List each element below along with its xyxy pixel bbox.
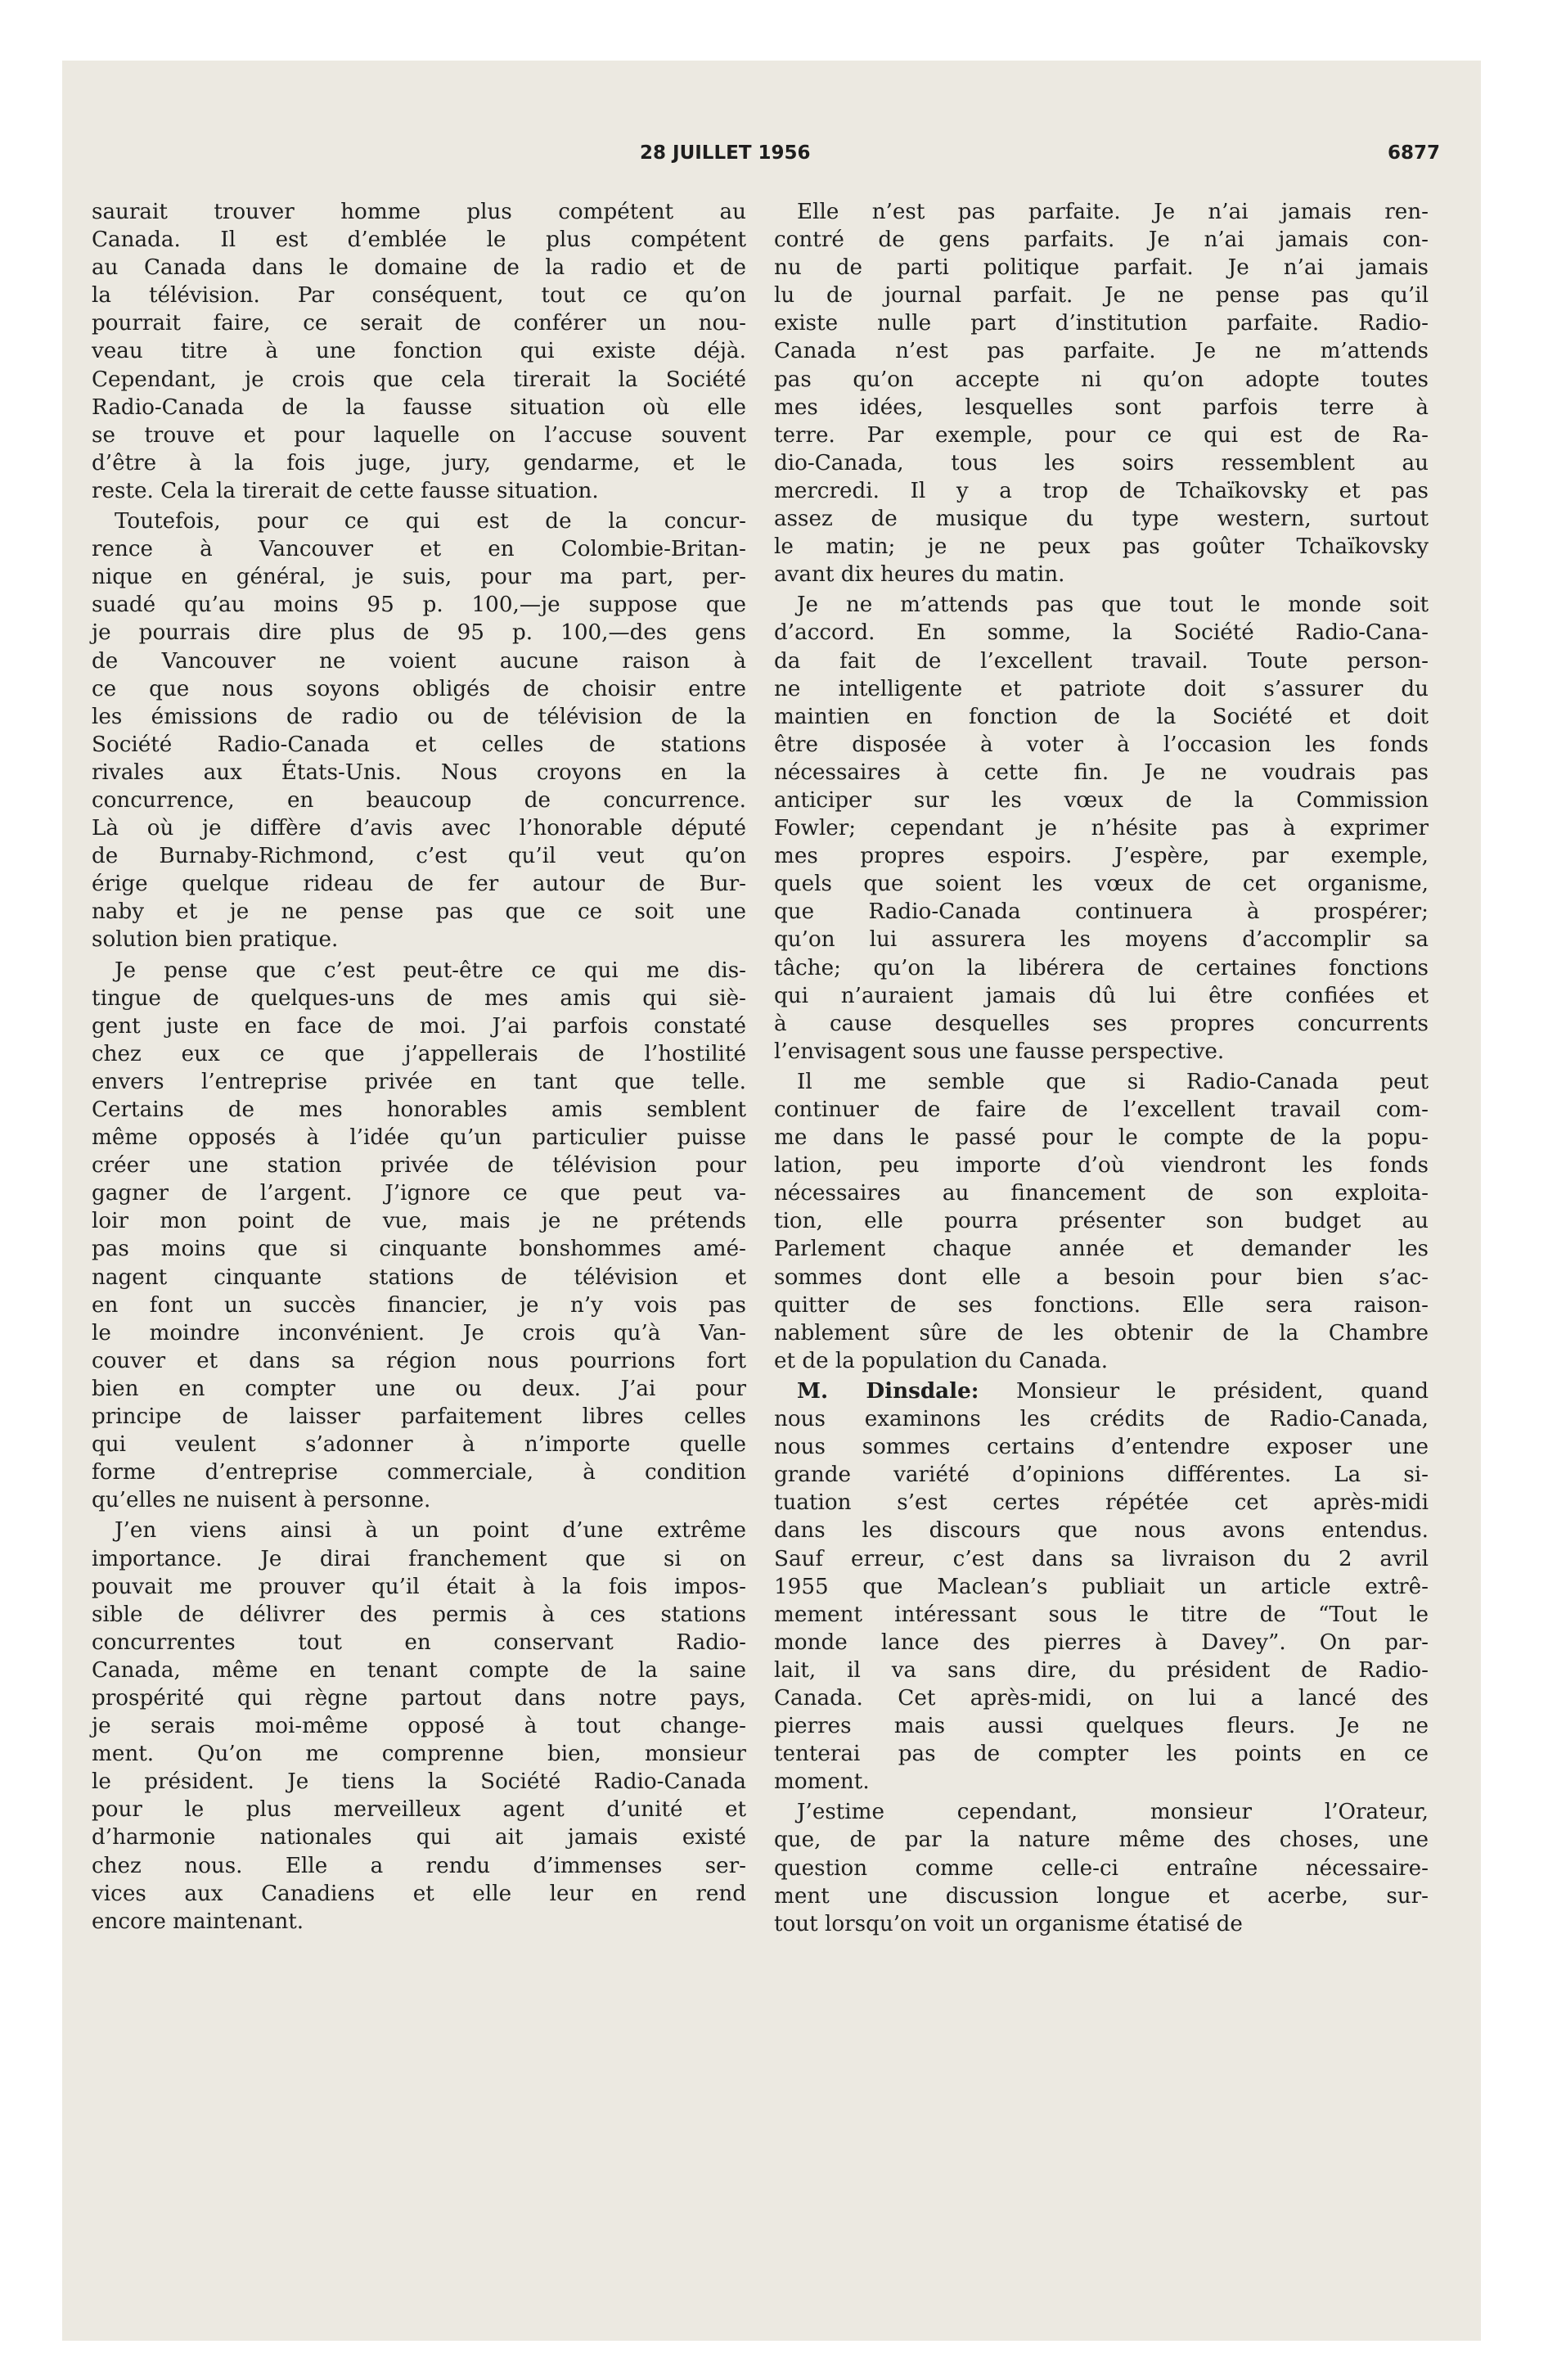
right-column	[774, 198, 1429, 1941]
text-line: mercredi. Il y a trop de Tchaïkovsky et pas	[774, 478, 1429, 503]
text-line: nagent cinquante stations de télévision et	[92, 1264, 746, 1290]
text-line: qui veulent s’adonner à n’importe quelle	[92, 1432, 746, 1458]
text-line: je pourrais dire plus de 95 p. 100,—des gens	[92, 620, 746, 646]
text-line: je serais moi-même opposé à tout change-	[92, 1714, 746, 1739]
text-line: gagner de l’argent. J’ignore ce que peut va-	[92, 1181, 746, 1206]
page-number: 6877	[1388, 142, 1441, 164]
text-line: importance. Je dirai franchement que si on	[92, 1546, 746, 1571]
text-line: ment. Qu’on me comprenne bien, monsieur	[92, 1742, 746, 1767]
text-line: Toutefois, pour ce qui est de la concur-	[115, 509, 746, 534]
text-line: Canada. Cet après-midi, on lui a lancé des	[774, 1685, 1429, 1711]
paragraph	[774, 591, 1429, 1066]
text-line: que Radio-Canada continuera à prospérer;	[774, 899, 1429, 925]
text-line: Fowler; cependant je n’hésite pas à exprimer	[774, 816, 1429, 841]
text-line: le matin; je ne peux pas goûter Tchaïkovsky	[774, 534, 1429, 560]
text-line: envers l’entreprise privée en tant que telle.	[92, 1069, 746, 1094]
text-line: Cependant, je crois que cela tirerait la Société	[92, 367, 746, 392]
text-line: moment.	[774, 1769, 870, 1795]
text-line: Sauf erreur, c’est dans sa livraison du 2 avril	[774, 1546, 1429, 1571]
page-header	[62, 142, 1481, 175]
text-line: gent juste en face de moi. J’ai parfois constaté	[92, 1013, 746, 1039]
text-line: ce que nous soyons obligés de choisir entre	[92, 676, 746, 701]
text-line: Je ne m’attends pas que tout le monde soit	[797, 593, 1429, 618]
text-line: tout lorsqu’on voit un organisme étatisé de	[774, 1911, 1243, 1936]
text-line: pierres mais aussi quelques fleurs. Je ne	[774, 1714, 1429, 1739]
text-line: le président. Je tiens la Société Radio-Canada	[92, 1769, 746, 1795]
text-line: Parlement chaque année et demander les	[774, 1237, 1429, 1262]
text-line: sommes dont elle a besoin pour bien s’ac-	[774, 1264, 1429, 1290]
text-line: nablement sûre de les obtenir de la Chambre	[774, 1320, 1429, 1346]
text-line: érige quelque rideau de fer autour de Bur-	[92, 872, 746, 897]
text-line: pouvait me prouver qu’il était à la fois impos-	[92, 1574, 746, 1599]
text-line: d’être à la fois juge, jury, gendarme, et le	[92, 450, 746, 476]
text-line: de Burnaby-Richmond, c’est qu’il veut qu’on	[92, 844, 746, 869]
text-line: encore maintenant.	[92, 1909, 304, 1934]
text-line: saurait trouver homme plus compétent au	[92, 200, 746, 224]
text-line: pourrait faire, ce serait de conférer un nou-	[92, 311, 746, 336]
text-line: vices aux Canadiens et elle leur en rend	[92, 1881, 746, 1906]
text-line: rivales aux États-Unis. Nous croyons en la	[92, 760, 746, 785]
text-line: terre. Par exemple, pour ce qui est de Ra-	[774, 422, 1429, 448]
text-line: question comme celle-ci entraîne nécessaire-	[774, 1855, 1429, 1881]
paragraph	[92, 198, 746, 505]
paragraph	[774, 198, 1429, 588]
text-line: dans les discours que nous avons entendus.	[774, 1518, 1429, 1544]
document-page	[62, 61, 1481, 2341]
text-line: qu’elles ne nuisent à personne.	[92, 1488, 431, 1513]
text-line: loir mon point de vue, mais je ne prétends	[92, 1209, 746, 1234]
text-line: ment une discussion longue et acerbe, sur-	[774, 1883, 1429, 1909]
text-line: concurrence, en beaucoup de concurrence.	[92, 787, 746, 813]
paragraph	[92, 507, 746, 954]
text-line: Certains de mes honorables amis semblent	[92, 1098, 746, 1122]
text-line: d’harmonie nationales qui ait jamais existé	[92, 1825, 746, 1850]
paragraph	[774, 1798, 1429, 1937]
text-line: les émissions de radio ou de télévision de la	[92, 704, 746, 729]
text-line: même opposés à l’idée qu’un particulier puisse	[92, 1125, 746, 1151]
text-line: tuation s’est certes répétée cet après-midi	[774, 1490, 1429, 1516]
text-line: qui n’auraient jamais dû lui être confiées et	[774, 983, 1429, 1008]
text-line: continuer de faire de l’excellent travail com-	[774, 1098, 1429, 1122]
text-line: da fait de l’excellent travail. Toute person-	[774, 648, 1429, 674]
text-line: veau titre à une fonction qui existe déjà.	[92, 339, 746, 364]
text-line: Société Radio-Canada et celles de stations	[92, 732, 746, 757]
text-line: nous examinons les crédits de Radio-Canada,	[774, 1407, 1429, 1432]
text-line: Il me semble que si Radio-Canada peut	[797, 1069, 1429, 1094]
text-line: concurrentes tout en conservant Radio-	[92, 1629, 746, 1655]
text-line: quitter de ses fonctions. Elle sera raison-	[774, 1292, 1429, 1318]
text-line: nécessaires à cette fin. Je ne voudrais pas	[774, 760, 1429, 785]
header-date: 28 JUILLET 1956	[640, 142, 811, 164]
text-line: grande variété d’opinions différentes. La si-	[774, 1463, 1429, 1488]
text-line: Canada n’est pas parfaite. Je ne m’attends	[774, 339, 1429, 364]
text-line: suadé qu’au moins 95 p. 100,—je suppose que	[92, 593, 746, 618]
text-line: rence à Vancouver et en Colombie-Britan-	[92, 537, 746, 562]
text-line: le moindre inconvénient. Je crois qu’à Van-	[92, 1320, 746, 1346]
text-line: que, de par la nature même des choses, une	[774, 1828, 1429, 1853]
paragraph	[92, 1517, 746, 1935]
text-line: Là où je diffère d’avis avec l’honorable député	[92, 816, 746, 841]
text-line: qu’on lui assurera les moyens d’accomplir sa	[774, 927, 1429, 953]
text-line: nique en général, je suis, pour ma part, per-	[92, 565, 746, 590]
text-line: créer une station privée de télévision pour	[92, 1153, 746, 1179]
text-line: avant dix heures du matin.	[774, 562, 1065, 588]
text-line: M. Dinsdale: Monsieur le président, quand	[797, 1377, 1429, 1404]
speaker-name: M. Dinsdale:	[797, 1377, 979, 1404]
text-line: ne intelligente et patriote doit s’assurer du	[774, 676, 1429, 701]
text-line: tenterai pas de compter les points en ce	[774, 1742, 1429, 1767]
text-line: assez de musique du type western, surtout	[774, 507, 1429, 532]
text-line: monde lance des pierres à Davey”. On par-	[774, 1629, 1429, 1655]
text-line: Radio-Canada de la fausse situation où elle	[92, 394, 746, 420]
paragraph	[774, 1377, 1429, 1796]
text-line: prospérité qui règne partout dans notre pays,	[92, 1685, 746, 1711]
paragraph	[774, 1068, 1429, 1375]
text-line: au Canada dans le domaine de la radio et de	[92, 255, 746, 281]
text-line: forme d’entreprise commerciale, à condition	[92, 1460, 746, 1485]
text-line: en font un succès financier, je n’y vois pas	[92, 1292, 746, 1318]
text-line: nous sommes certains d’entendre exposer une	[774, 1435, 1429, 1460]
text-line: Je pense que c’est peut-être ce qui me dis-	[115, 958, 746, 983]
text-line: nu de parti politique parfait. Je n’ai jamais	[774, 255, 1429, 281]
text-line: Elle n’est pas parfaite. Je n’ai jamais ren-	[797, 200, 1429, 224]
text-line: existe nulle part d’institution parfaite. Radio-	[774, 311, 1429, 336]
text-line: pas qu’on accepte ni qu’on adopte toutes	[774, 367, 1429, 392]
text-line: mes idées, lesquelles sont parfois terre à	[774, 394, 1429, 420]
text-line: quels que soient les vœux de cet organisme,	[774, 872, 1429, 897]
text-line: mes propres espoirs. J’espère, par exemple,	[774, 844, 1429, 869]
text-line: et de la population du Canada.	[774, 1348, 1109, 1373]
text-line: reste. Cela la tirerait de cette fausse situation.	[92, 478, 599, 503]
text-line: tion, elle pourra présenter son budget au	[774, 1209, 1429, 1234]
text-line: à cause desquelles ses propres concurrents	[774, 1011, 1429, 1036]
text-line: lation, peu importe d’où viendront les fonds	[774, 1153, 1429, 1179]
text-line: de Vancouver ne voient aucune raison à	[92, 648, 746, 674]
text-line: solution bien pratique.	[92, 927, 339, 953]
text-line: naby et je ne pense pas que ce soit une	[92, 899, 746, 925]
text-line: sible de délivrer des permis à ces stations	[92, 1602, 746, 1627]
text-line: maintien en fonction de la Société et doit	[774, 704, 1429, 729]
text-line: lu de journal parfait. Je ne pense pas qu’il	[774, 283, 1429, 309]
text-line: chez nous. Elle a rendu d’immenses ser-	[92, 1853, 746, 1878]
text-line: Canada, même en tenant compte de la saine	[92, 1657, 746, 1683]
text-line: principe de laisser parfaitement libres celles	[92, 1404, 746, 1430]
text-line: contré de gens parfaits. Je n’ai jamais con-	[774, 228, 1429, 253]
text-line: d’accord. En somme, la Société Radio-Cana-	[774, 620, 1429, 646]
text-line: la télévision. Par conséquent, tout ce qu’on	[92, 283, 746, 309]
text-line: J’estime cependant, monsieur l’Orateur,	[797, 1800, 1429, 1825]
text-line: mement intéressant sous le titre de “Tout le	[774, 1602, 1429, 1627]
text-line: J’en viens ainsi à un point d’une extrême	[115, 1518, 746, 1544]
left-column	[92, 198, 746, 1938]
paragraph	[92, 957, 746, 1515]
text-line: l’envisagent sous une fausse perspective.	[774, 1039, 1225, 1064]
text-line: pas moins que si cinquante bonshommes amé-	[92, 1237, 746, 1262]
text-line: dio-Canada, tous les soirs ressemblent au	[774, 450, 1429, 476]
text-line: tâche; qu’on la libérera de certaines fonctions	[774, 955, 1429, 980]
text-line: 1955 que Maclean’s publiait un article extrê-	[774, 1574, 1429, 1599]
text-line: lait, il va sans dire, du président de Radio-	[774, 1657, 1429, 1683]
text-line: être disposée à voter à l’occasion les fonds	[774, 732, 1429, 757]
text-line: chez eux ce que j’appellerais de l’hostilité	[92, 1041, 746, 1066]
text-line: Canada. Il est d’emblée le plus compétent	[92, 228, 746, 253]
text-line: bien en compter une ou deux. J’ai pour	[92, 1376, 746, 1401]
text-line: pour le plus merveilleux agent d’unité et	[92, 1797, 746, 1823]
text-line: me dans le passé pour le compte de la popu-	[774, 1125, 1429, 1151]
text-line: tingue de quelques-uns de mes amis qui siè-	[92, 985, 746, 1011]
text-line: couver et dans sa région nous pourrions fort	[92, 1348, 746, 1373]
text-line: nécessaires au financement de son exploita-	[774, 1181, 1429, 1206]
text-line: anticiper sur les vœux de la Commission	[774, 787, 1429, 813]
text-line: se trouve et pour laquelle on l’accuse souvent	[92, 422, 746, 448]
